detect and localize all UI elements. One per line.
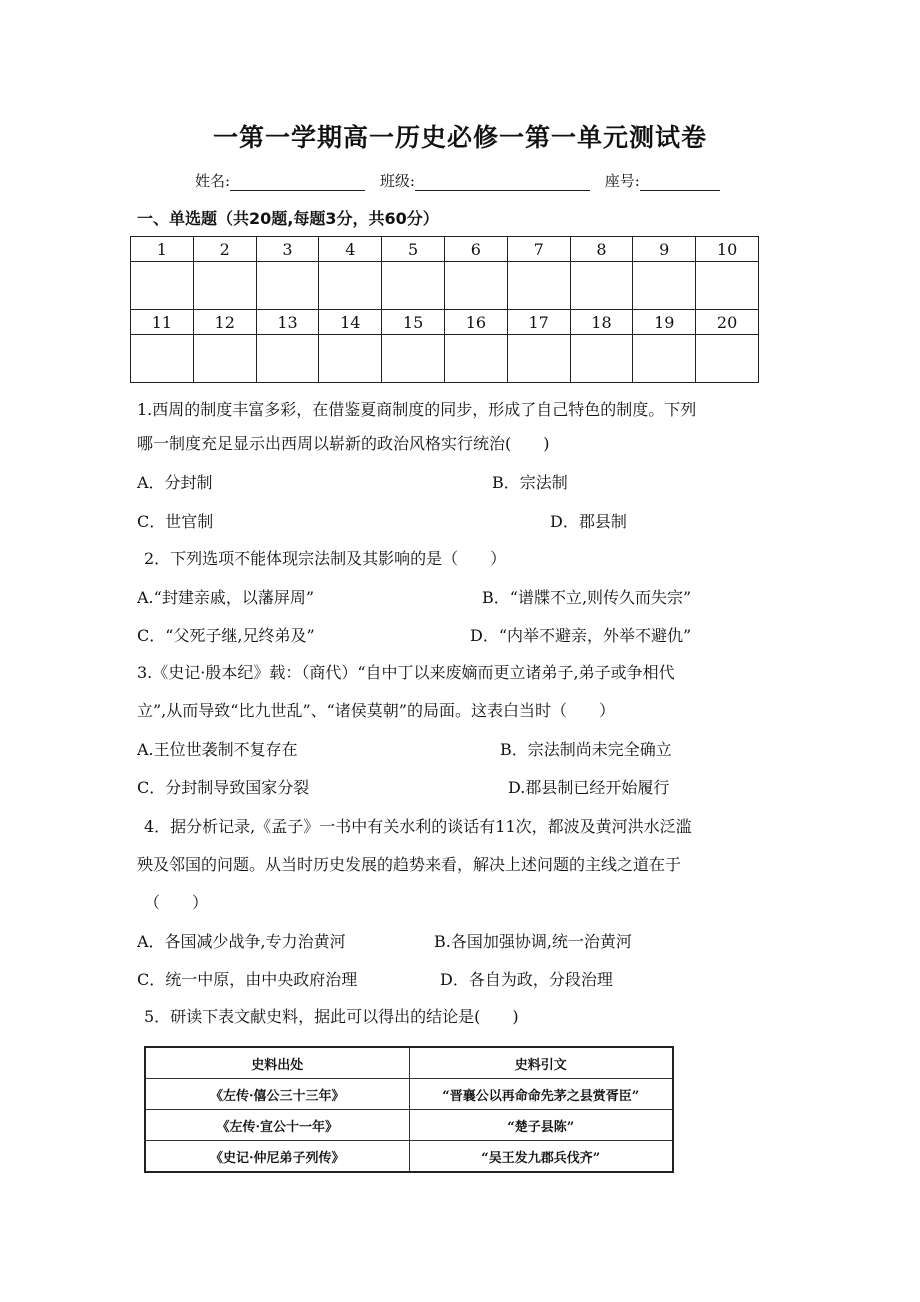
- answer-cell[interactable]: [193, 335, 256, 383]
- question-2-option-b[interactable]: B．“谱牒不立,则传久而失宗”: [482, 588, 692, 607]
- answer-cell[interactable]: [256, 335, 319, 383]
- name-label: 姓名:: [195, 172, 231, 190]
- answer-grid-header-row: [131, 310, 759, 335]
- student-info: [195, 170, 730, 191]
- source-quote: “吴王发九郡兵伐齐”: [409, 1141, 673, 1173]
- answer-number: 13: [256, 310, 319, 335]
- answer-number: 2: [193, 237, 256, 262]
- answer-grid-blank-row: [131, 335, 759, 383]
- page-title: 一第一学期高一历史必修一第一单元测试卷: [212, 123, 707, 152]
- answer-number: 14: [319, 310, 382, 335]
- answer-number: 4: [319, 237, 382, 262]
- answer-number: 20: [696, 310, 759, 335]
- answer-cell[interactable]: [507, 262, 570, 310]
- source-table-row: [145, 1079, 673, 1110]
- question-1-text-cont: 哪一制度充足显示出西周以崭新的政治风格实行统治( ): [137, 434, 550, 453]
- answer-number: 9: [633, 237, 696, 262]
- answer-cell[interactable]: [382, 262, 445, 310]
- answer-cell[interactable]: [570, 262, 633, 310]
- answer-grid: [130, 236, 759, 383]
- answer-cell[interactable]: [319, 335, 382, 383]
- source-quote: “晋襄公以再命命先茅之县赏胥臣”: [409, 1079, 673, 1110]
- answer-cell[interactable]: [131, 335, 194, 383]
- source-table-header: [145, 1047, 673, 1079]
- answer-number: 18: [570, 310, 633, 335]
- answer-number: 17: [507, 310, 570, 335]
- question-2-text: 2．下列选项不能体现宗法制及其影响的是（ ）: [144, 549, 507, 568]
- answer-grid-header-row: [131, 237, 759, 262]
- question-1-option-a[interactable]: A．分封制: [137, 473, 213, 492]
- answer-cell[interactable]: [696, 335, 759, 383]
- answer-cell[interactable]: [444, 335, 507, 383]
- answer-number: 11: [131, 310, 194, 335]
- question-3-option-b[interactable]: B．宗法制尚未完全确立: [500, 740, 672, 759]
- answer-number: 1: [131, 237, 194, 262]
- source-table-row: [145, 1141, 673, 1173]
- question-4-option-a[interactable]: A．各国减少战争,专力治黄河: [137, 932, 346, 951]
- question-3-text: 3.《史记·殷本纪》载：（商代）“自中丁以来废嫡而更立诸弟子,弟子或争相代: [137, 663, 675, 682]
- source-table-row: [145, 1110, 673, 1141]
- question-4-answer-blank: （ ）: [144, 893, 209, 912]
- answer-cell[interactable]: [256, 262, 319, 310]
- answer-number: 3: [256, 237, 319, 262]
- question-5-text: 5．研读下表文献史料，据此可以得出的结论是( ): [144, 1007, 519, 1026]
- name-field[interactable]: [230, 176, 365, 191]
- source-origin: 《左传·僖公三十三年》: [145, 1079, 409, 1110]
- answer-number: 7: [507, 237, 570, 262]
- source-table: [144, 1046, 674, 1173]
- question-1-option-c[interactable]: C．世官制: [137, 512, 214, 531]
- question-2-option-c[interactable]: C．“父死子继,兄终弟及”: [137, 626, 315, 645]
- answer-grid-blank-row: [131, 262, 759, 310]
- answer-number: 19: [633, 310, 696, 335]
- question-3-option-c[interactable]: C．分封制导致国家分裂: [137, 778, 310, 797]
- answer-cell[interactable]: [382, 335, 445, 383]
- answer-cell[interactable]: [444, 262, 507, 310]
- question-4-text-cont: 殃及邻国的问题。从当时历史发展的趋势来看，解决上述问题的主线之道在于: [137, 855, 682, 874]
- answer-cell[interactable]: [633, 262, 696, 310]
- question-1-text: 1.西周的制度丰富多彩，在借鉴夏商制度的同步，形成了自己特色的制度。下列: [137, 400, 697, 419]
- answer-number: 16: [444, 310, 507, 335]
- question-2-option-a[interactable]: A.“封建亲戚，以藩屏周”: [137, 588, 315, 607]
- question-1-option-b[interactable]: B．宗法制: [492, 473, 568, 492]
- seat-field[interactable]: [640, 176, 720, 191]
- question-1-option-d[interactable]: D．郡县制: [550, 512, 627, 531]
- answer-cell[interactable]: [696, 262, 759, 310]
- answer-cell[interactable]: [507, 335, 570, 383]
- answer-cell[interactable]: [633, 335, 696, 383]
- answer-cell[interactable]: [131, 262, 194, 310]
- question-3-text-cont: 立”,从而导致“比九世乱”、“诸侯莫朝”的局面。这表白当时（ ）: [137, 701, 615, 720]
- answer-cell[interactable]: [319, 262, 382, 310]
- source-origin: 《左传·宣公十一年》: [145, 1110, 409, 1141]
- question-2-option-d[interactable]: D．“内举不避亲，外举不避仇”: [470, 626, 692, 645]
- question-4-option-c[interactable]: C．统一中原，由中央政府治理: [137, 970, 358, 989]
- question-3-option-a[interactable]: A.王位世袭制不复存在: [137, 740, 298, 759]
- question-3-option-d[interactable]: D.郡县制已经开始履行: [508, 778, 670, 797]
- question-4-option-d[interactable]: D．各自为政，分段治理: [440, 970, 613, 989]
- source-header-quote: 史料引文: [409, 1047, 673, 1079]
- answer-number: 8: [570, 237, 633, 262]
- source-header-origin: 史料出处: [145, 1047, 409, 1079]
- answer-cell[interactable]: [193, 262, 256, 310]
- answer-cell[interactable]: [570, 335, 633, 383]
- answer-number: 10: [696, 237, 759, 262]
- answer-number: 6: [444, 237, 507, 262]
- question-4-option-b[interactable]: B.各国加强协调,统一治黄河: [434, 932, 632, 951]
- answer-number: 5: [382, 237, 445, 262]
- source-quote: “楚子县陈”: [409, 1110, 673, 1141]
- seat-label: 座号:: [604, 172, 640, 190]
- question-4-text: 4．据分析记录,《孟子》一书中有关水利的谈话有11次，都波及黄河洪水泛滥: [144, 817, 692, 836]
- answer-number: 12: [193, 310, 256, 335]
- source-origin: 《史记·仲尼弟子列传》: [145, 1141, 409, 1173]
- class-label: 班级:: [379, 172, 415, 190]
- answer-number: 15: [382, 310, 445, 335]
- class-field[interactable]: [415, 176, 590, 191]
- section-heading: 一、单选题（共20题,每题3分，共60分）: [137, 209, 439, 228]
